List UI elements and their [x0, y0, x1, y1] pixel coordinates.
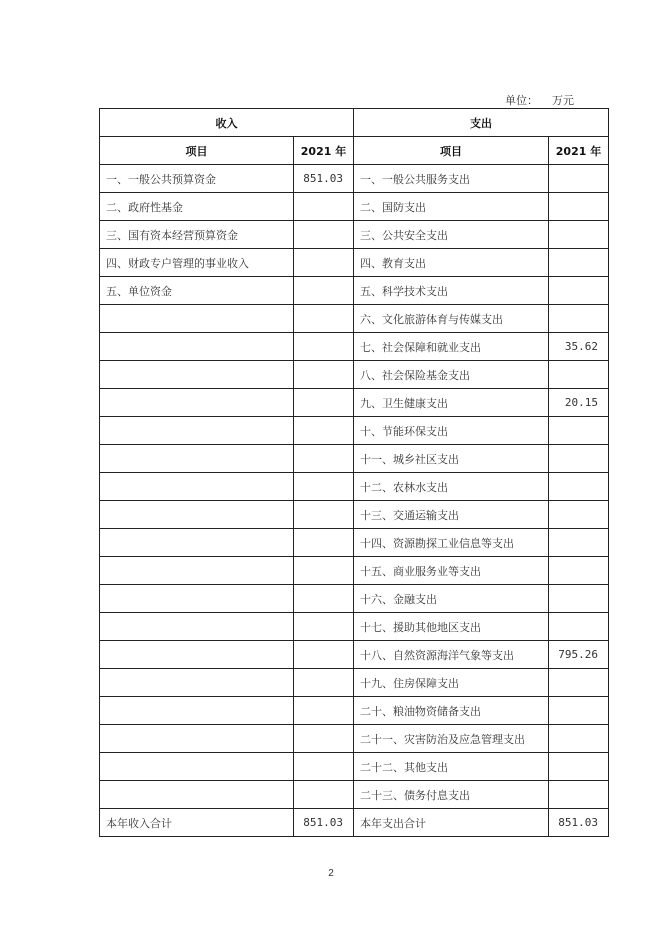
income-item — [100, 725, 294, 753]
income-item — [100, 445, 294, 473]
income-header: 收入 — [100, 109, 354, 137]
income-item — [100, 697, 294, 725]
income-value — [294, 249, 354, 277]
expense-item: 四、教育支出 — [354, 249, 549, 277]
expense-value: 851.03 — [549, 809, 609, 837]
income-value — [294, 389, 354, 417]
page-number: 2 — [328, 868, 334, 879]
expense-value — [549, 417, 609, 445]
income-item — [100, 669, 294, 697]
expense-item: 二十、粮油物资储备支出 — [354, 697, 549, 725]
income-value — [294, 221, 354, 249]
table-row — [100, 641, 609, 669]
income-value — [294, 641, 354, 669]
income-item — [100, 613, 294, 641]
income-value — [294, 333, 354, 361]
table-row — [100, 333, 609, 361]
income-item — [100, 501, 294, 529]
expense-value — [549, 781, 609, 809]
income-item — [100, 305, 294, 333]
expense-value — [549, 277, 609, 305]
table-row — [100, 557, 609, 585]
expense-value: 35.62 — [549, 333, 609, 361]
income-value — [294, 557, 354, 585]
expense-value — [549, 221, 609, 249]
expense-value — [549, 753, 609, 781]
income-item — [100, 753, 294, 781]
expense-header: 支出 — [354, 109, 609, 137]
income-item — [100, 333, 294, 361]
table-row — [100, 725, 609, 753]
expense-item: 七、社会保障和就业支出 — [354, 333, 549, 361]
unit-note — [505, 92, 574, 108]
expense-value — [549, 669, 609, 697]
table-row — [100, 361, 609, 389]
expense-item: 二十二、其他支出 — [354, 753, 549, 781]
expense-value — [549, 613, 609, 641]
table-row — [100, 697, 609, 725]
expense-value — [549, 305, 609, 333]
income-item — [100, 361, 294, 389]
expense-item: 十七、援助其他地区支出 — [354, 613, 549, 641]
table-row — [100, 389, 609, 417]
table-row — [100, 781, 609, 809]
income-item — [100, 529, 294, 557]
expense-value: 20.15 — [549, 389, 609, 417]
expense-value — [549, 165, 609, 193]
table-row — [100, 445, 609, 473]
expense-value — [549, 725, 609, 753]
table-row — [100, 529, 609, 557]
expense-year-header: 2021 年 — [549, 137, 609, 165]
unit-value: 万元 — [552, 94, 574, 107]
table-row — [100, 165, 609, 193]
expense-item: 二十三、债务付息支出 — [354, 781, 549, 809]
expense-item: 十四、资源勘探工业信息等支出 — [354, 529, 549, 557]
expense-value — [549, 501, 609, 529]
expense-item: 十二、农林水支出 — [354, 473, 549, 501]
income-item: 一、一般公共预算资金 — [100, 165, 294, 193]
income-item — [100, 417, 294, 445]
table-row — [100, 221, 609, 249]
income-value — [294, 613, 354, 641]
expense-item: 十八、自然资源海洋气象等支出 — [354, 641, 549, 669]
income-value: 851.03 — [294, 809, 354, 837]
expense-item: 十一、城乡社区支出 — [354, 445, 549, 473]
income-value — [294, 501, 354, 529]
expense-item: 十三、交通运输支出 — [354, 501, 549, 529]
column-header-row — [100, 137, 609, 165]
expense-value — [549, 361, 609, 389]
income-item — [100, 585, 294, 613]
expense-value — [549, 529, 609, 557]
income-value — [294, 781, 354, 809]
income-item — [100, 781, 294, 809]
income-year-header: 2021 年 — [294, 137, 354, 165]
income-item-header: 项目 — [100, 137, 294, 165]
income-value: 851.03 — [294, 165, 354, 193]
table-row — [100, 305, 609, 333]
expense-item: 五、科学技术支出 — [354, 277, 549, 305]
expense-item-header: 项目 — [354, 137, 549, 165]
income-value — [294, 417, 354, 445]
income-item: 五、单位资金 — [100, 277, 294, 305]
expense-item: 十六、金融支出 — [354, 585, 549, 613]
income-item — [100, 389, 294, 417]
expense-item: 三、公共安全支出 — [354, 221, 549, 249]
expense-item: 十五、商业服务业等支出 — [354, 557, 549, 585]
income-value — [294, 473, 354, 501]
income-item: 三、国有资本经营预算资金 — [100, 221, 294, 249]
expense-item: 九、卫生健康支出 — [354, 389, 549, 417]
income-value — [294, 529, 354, 557]
expense-item: 八、社会保险基金支出 — [354, 361, 549, 389]
expense-item: 二十一、灾害防治及应急管理支出 — [354, 725, 549, 753]
income-value — [294, 753, 354, 781]
unit-label: 单位： — [505, 94, 538, 107]
income-value — [294, 361, 354, 389]
table-row — [100, 613, 609, 641]
income-item: 二、政府性基金 — [100, 193, 294, 221]
table-row — [100, 585, 609, 613]
income-value — [294, 193, 354, 221]
expense-item: 十九、住房保障支出 — [354, 669, 549, 697]
section-header-row — [100, 109, 609, 137]
expense-value — [549, 249, 609, 277]
income-item — [100, 557, 294, 585]
income-value — [294, 445, 354, 473]
expense-value — [549, 557, 609, 585]
table-row — [100, 501, 609, 529]
table-row — [100, 249, 609, 277]
expense-item: 二、国防支出 — [354, 193, 549, 221]
expense-value — [549, 193, 609, 221]
expense-item: 本年支出合计 — [354, 809, 549, 837]
table-row — [100, 753, 609, 781]
expense-item: 一、一般公共服务支出 — [354, 165, 549, 193]
expense-value — [549, 445, 609, 473]
income-value — [294, 725, 354, 753]
expense-item: 六、文化旅游体育与传媒支出 — [354, 305, 549, 333]
income-value — [294, 697, 354, 725]
income-value — [294, 277, 354, 305]
table-row — [100, 669, 609, 697]
expense-value: 795.26 — [549, 641, 609, 669]
total-row — [100, 809, 609, 837]
table-row — [100, 473, 609, 501]
income-value — [294, 669, 354, 697]
table-row — [100, 277, 609, 305]
income-item: 本年收入合计 — [100, 809, 294, 837]
expense-value — [549, 585, 609, 613]
budget-table — [99, 108, 609, 837]
income-item — [100, 641, 294, 669]
income-value — [294, 305, 354, 333]
expense-value — [549, 473, 609, 501]
income-item: 四、财政专户管理的事业收入 — [100, 249, 294, 277]
expense-value — [549, 697, 609, 725]
table-row — [100, 193, 609, 221]
table-row — [100, 417, 609, 445]
expense-item: 十、节能环保支出 — [354, 417, 549, 445]
income-item — [100, 473, 294, 501]
income-value — [294, 585, 354, 613]
